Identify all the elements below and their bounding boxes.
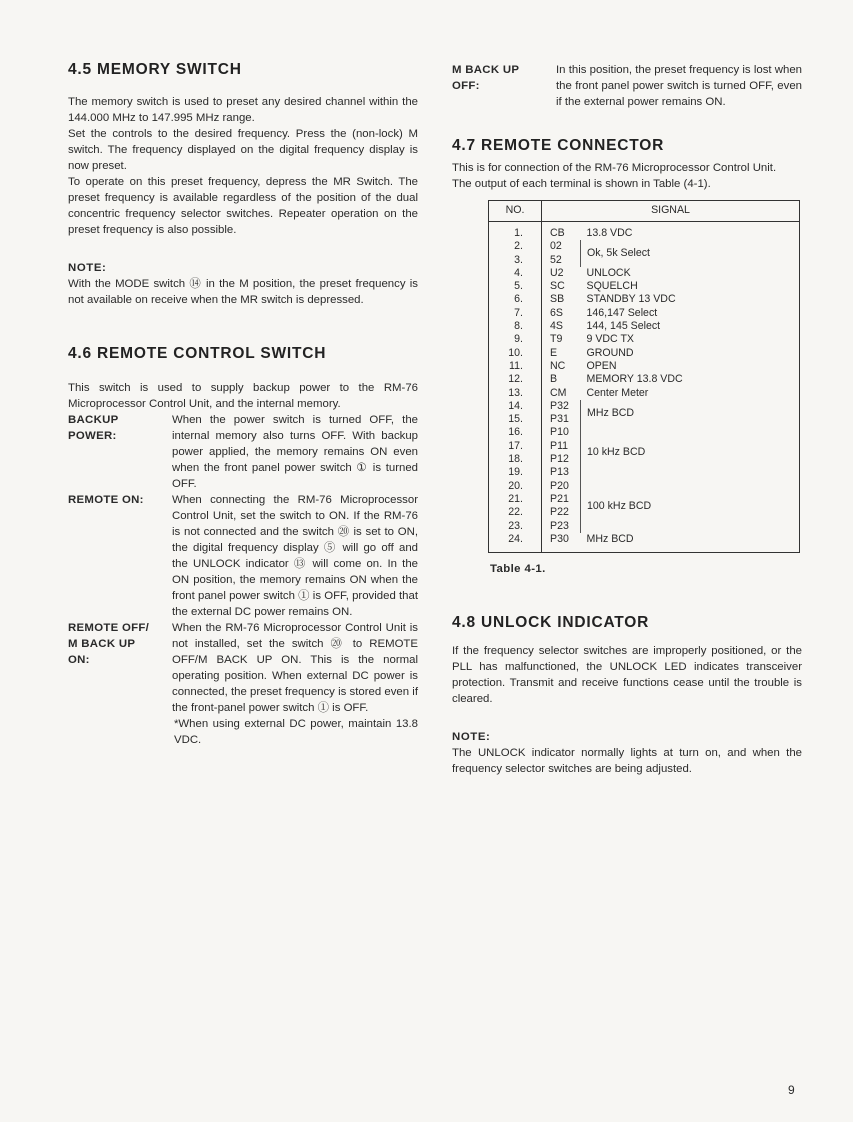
row-code: T9 — [550, 333, 563, 346]
row-number: 20. — [489, 480, 542, 493]
row-number: 3. — [489, 254, 542, 267]
section-4-5-title: 4.5 MEMORY SWITCH — [68, 61, 242, 78]
row-signal: MHz BCD — [586, 532, 634, 545]
row-number: 4. — [489, 267, 542, 280]
definition-term: BACKUP POWER: — [68, 414, 119, 442]
table-row — [489, 387, 800, 400]
row-signal-group: Ok, 5k Select — [581, 240, 800, 267]
definition-description: When the RM-76 Microprocessor Control Unit is not installed, set the switch ⑳ to REMOTE OFF/M BACK UP ON. This is the normal operating position. When external DC power is connected, the preset frequency is stored even if the front-panel power switch ① is OFF. *When using external DC power, maintain 13.8 VDC. — [172, 622, 418, 746]
note-heading: NOTE: — [452, 731, 491, 744]
row-code: P11 — [550, 439, 569, 452]
definition-remote-on — [68, 492, 418, 620]
row-code: P10 — [550, 426, 569, 439]
table-row — [489, 267, 800, 280]
row-number: 23. — [489, 520, 542, 533]
row-number: 16. — [489, 426, 542, 439]
row-code: CM — [550, 386, 567, 399]
table-row — [489, 480, 800, 493]
row-number: 22. — [489, 506, 542, 519]
row-signal: SQUELCH — [586, 280, 638, 293]
row-signal: UNLOCK — [586, 266, 631, 279]
table-caption: Table 4-1. — [490, 563, 546, 576]
row-number: 19. — [489, 466, 542, 479]
row-code: 52 — [550, 253, 562, 266]
row-signal: OPEN — [586, 359, 617, 372]
footnote: *When using external DC power, maintain 13.8 VDC. — [174, 718, 418, 746]
row-code: P21 — [550, 492, 569, 505]
section-4-5-paragraph-3: To operate on this preset frequency, depress the MR Switch. The preset frequency is available regardless of the position of the dual concentric frequency selector switches. Repeater operation on the preset frequency is also possible. — [68, 176, 418, 236]
definition-backup-power — [68, 412, 418, 492]
note-text: With the MODE switch ⑭ in the M position, the preset frequency is not available on receive when the MR switch is depressed. — [68, 278, 418, 306]
row-signal: STANDBY 13 VDC — [586, 293, 676, 306]
row-code: P30 — [550, 532, 569, 545]
row-number: 5. — [489, 280, 542, 293]
row-code: 4S — [550, 320, 563, 333]
row-number: 6. — [489, 293, 542, 306]
table-header-signal: SIGNAL — [542, 201, 800, 222]
definition-term: REMOTE OFF/ M BACK UP ON: — [68, 622, 150, 666]
row-signal: 9 VDC TX — [586, 333, 634, 346]
row-number: 14. — [489, 400, 542, 413]
section-4-8-title: 4.8 UNLOCK INDICATOR — [452, 614, 650, 632]
section-4-8-paragraph: If the frequency selector switches are improperly positioned, or the PLL has malfunctioned, the UNLOCK LED indicates transceiver protection. Transmit and receive functions cease until the trouble is cleared. — [452, 645, 802, 706]
row-number: 1. — [489, 222, 542, 241]
row-number: 8. — [489, 320, 542, 333]
page-number: 9 — [788, 1083, 795, 1097]
row-number: 10. — [489, 347, 542, 360]
row-signal-group: 10 kHz BCD — [581, 426, 800, 479]
row-code: P20 — [550, 479, 569, 492]
section-4-5-paragraph-1: The memory switch is used to preset any desired channel within the 144.000 MHz to 147.995 MHz range. — [68, 96, 418, 124]
row-number: 11. — [489, 360, 542, 373]
row-code: CB — [550, 227, 565, 239]
definition-m-backup-off — [452, 62, 802, 110]
signal-table-body — [489, 222, 800, 553]
table-header-no: NO. — [489, 201, 542, 222]
row-code: P32 — [550, 399, 569, 412]
table-row — [489, 400, 800, 413]
row-signal: 146,147 Select — [586, 306, 658, 319]
section-4-7-paragraph-1: This is for connection of the RM-76 Microprocessor Control Unit. — [452, 162, 777, 174]
left-column — [68, 62, 418, 748]
row-code: SB — [550, 293, 565, 306]
row-signal: 13.8 VDC — [586, 227, 633, 239]
row-code: SC — [550, 280, 565, 293]
row-code: E — [550, 346, 558, 359]
row-code: P12 — [550, 453, 569, 466]
table-row — [489, 373, 800, 386]
row-number: 9. — [489, 333, 542, 346]
row-signal: GROUND — [586, 346, 634, 359]
section-4-5-paragraph-2: Set the controls to the desired frequency. Press the (non-lock) M switch. The frequency displayed on the digital frequency display is now preset. — [68, 128, 418, 172]
table-row — [489, 307, 800, 320]
section-4-7-paragraph-2: The output of each terminal is shown in Table (4-1). — [452, 178, 711, 190]
section-4-7-title: 4.7 REMOTE CONNECTOR — [452, 137, 665, 154]
definition-remote-off — [68, 620, 418, 748]
section-4-6-intro: This switch is used to supply backup power to the RM-76 Microprocessor Control Unit, and the internal memory. — [68, 382, 418, 410]
row-number: 7. — [489, 307, 542, 320]
row-code: U2 — [550, 266, 564, 279]
row-code: B — [550, 373, 558, 386]
row-number: 2. — [489, 240, 542, 253]
table-row — [489, 347, 800, 360]
row-signal-group: 100 kHz BCD — [581, 480, 800, 533]
row-signal: MEMORY 13.8 VDC — [586, 373, 683, 386]
table-row — [489, 280, 800, 293]
row-code: P31 — [550, 413, 569, 426]
row-code: P22 — [550, 506, 569, 519]
row-code: 02 — [550, 240, 562, 253]
row-number: 18. — [489, 453, 542, 466]
row-code: P23 — [550, 519, 569, 532]
definition-description: In this position, the preset frequency is lost when the front panel power switch is turned OFF, even if the external power remains ON. — [556, 64, 802, 108]
definition-description: When connecting the RM-76 Microprocessor Control Unit, set the switch to ON. If the RM-76 is not connected and the switch ⑳ is set to ON, the digital frequency display ⑤ will go off and the UNLOCK indicator ⑬ will come on. In the ON position, the memory remains ON when the front panel power switch ① is OFF, provided that the external DC power remains ON. — [172, 494, 418, 618]
signal-table — [488, 200, 800, 553]
note-heading: NOTE: — [68, 262, 107, 274]
table-row — [489, 333, 800, 346]
right-column — [452, 62, 802, 777]
row-number: 15. — [489, 413, 542, 426]
row-code: P13 — [550, 466, 569, 479]
note-text: The UNLOCK indicator normally lights at turn on, and when the frequency selector switches are being adjusted. — [452, 747, 802, 776]
row-number: 12. — [489, 373, 542, 386]
definition-description: When the power switch is turned OFF, the internal memory also turns OFF. With backup power applied, the memory remains ON even when the front panel power switch ① is turned OFF. — [172, 414, 418, 490]
row-number: 13. — [489, 387, 542, 400]
table-row — [489, 293, 800, 306]
table-row — [489, 320, 800, 333]
table-row — [489, 360, 800, 373]
table-row — [489, 533, 800, 553]
row-signal-group: MHz BCD — [581, 400, 800, 427]
row-number: 21. — [489, 493, 542, 506]
definition-term: M BACK UP OFF: — [452, 64, 520, 92]
row-code: NC — [550, 359, 566, 372]
table-row — [489, 222, 800, 241]
row-signal: Center Meter — [586, 386, 649, 399]
row-number: 17. — [489, 440, 542, 453]
section-4-6-title: 4.6 REMOTE CONTROL SWITCH — [68, 345, 327, 362]
row-signal: 144, 145 Select — [586, 320, 661, 333]
table-row — [489, 240, 800, 253]
definition-term: REMOTE ON: — [68, 494, 144, 506]
row-number: 24. — [489, 533, 542, 553]
row-code: 6S — [550, 306, 563, 319]
table-row — [489, 426, 800, 439]
